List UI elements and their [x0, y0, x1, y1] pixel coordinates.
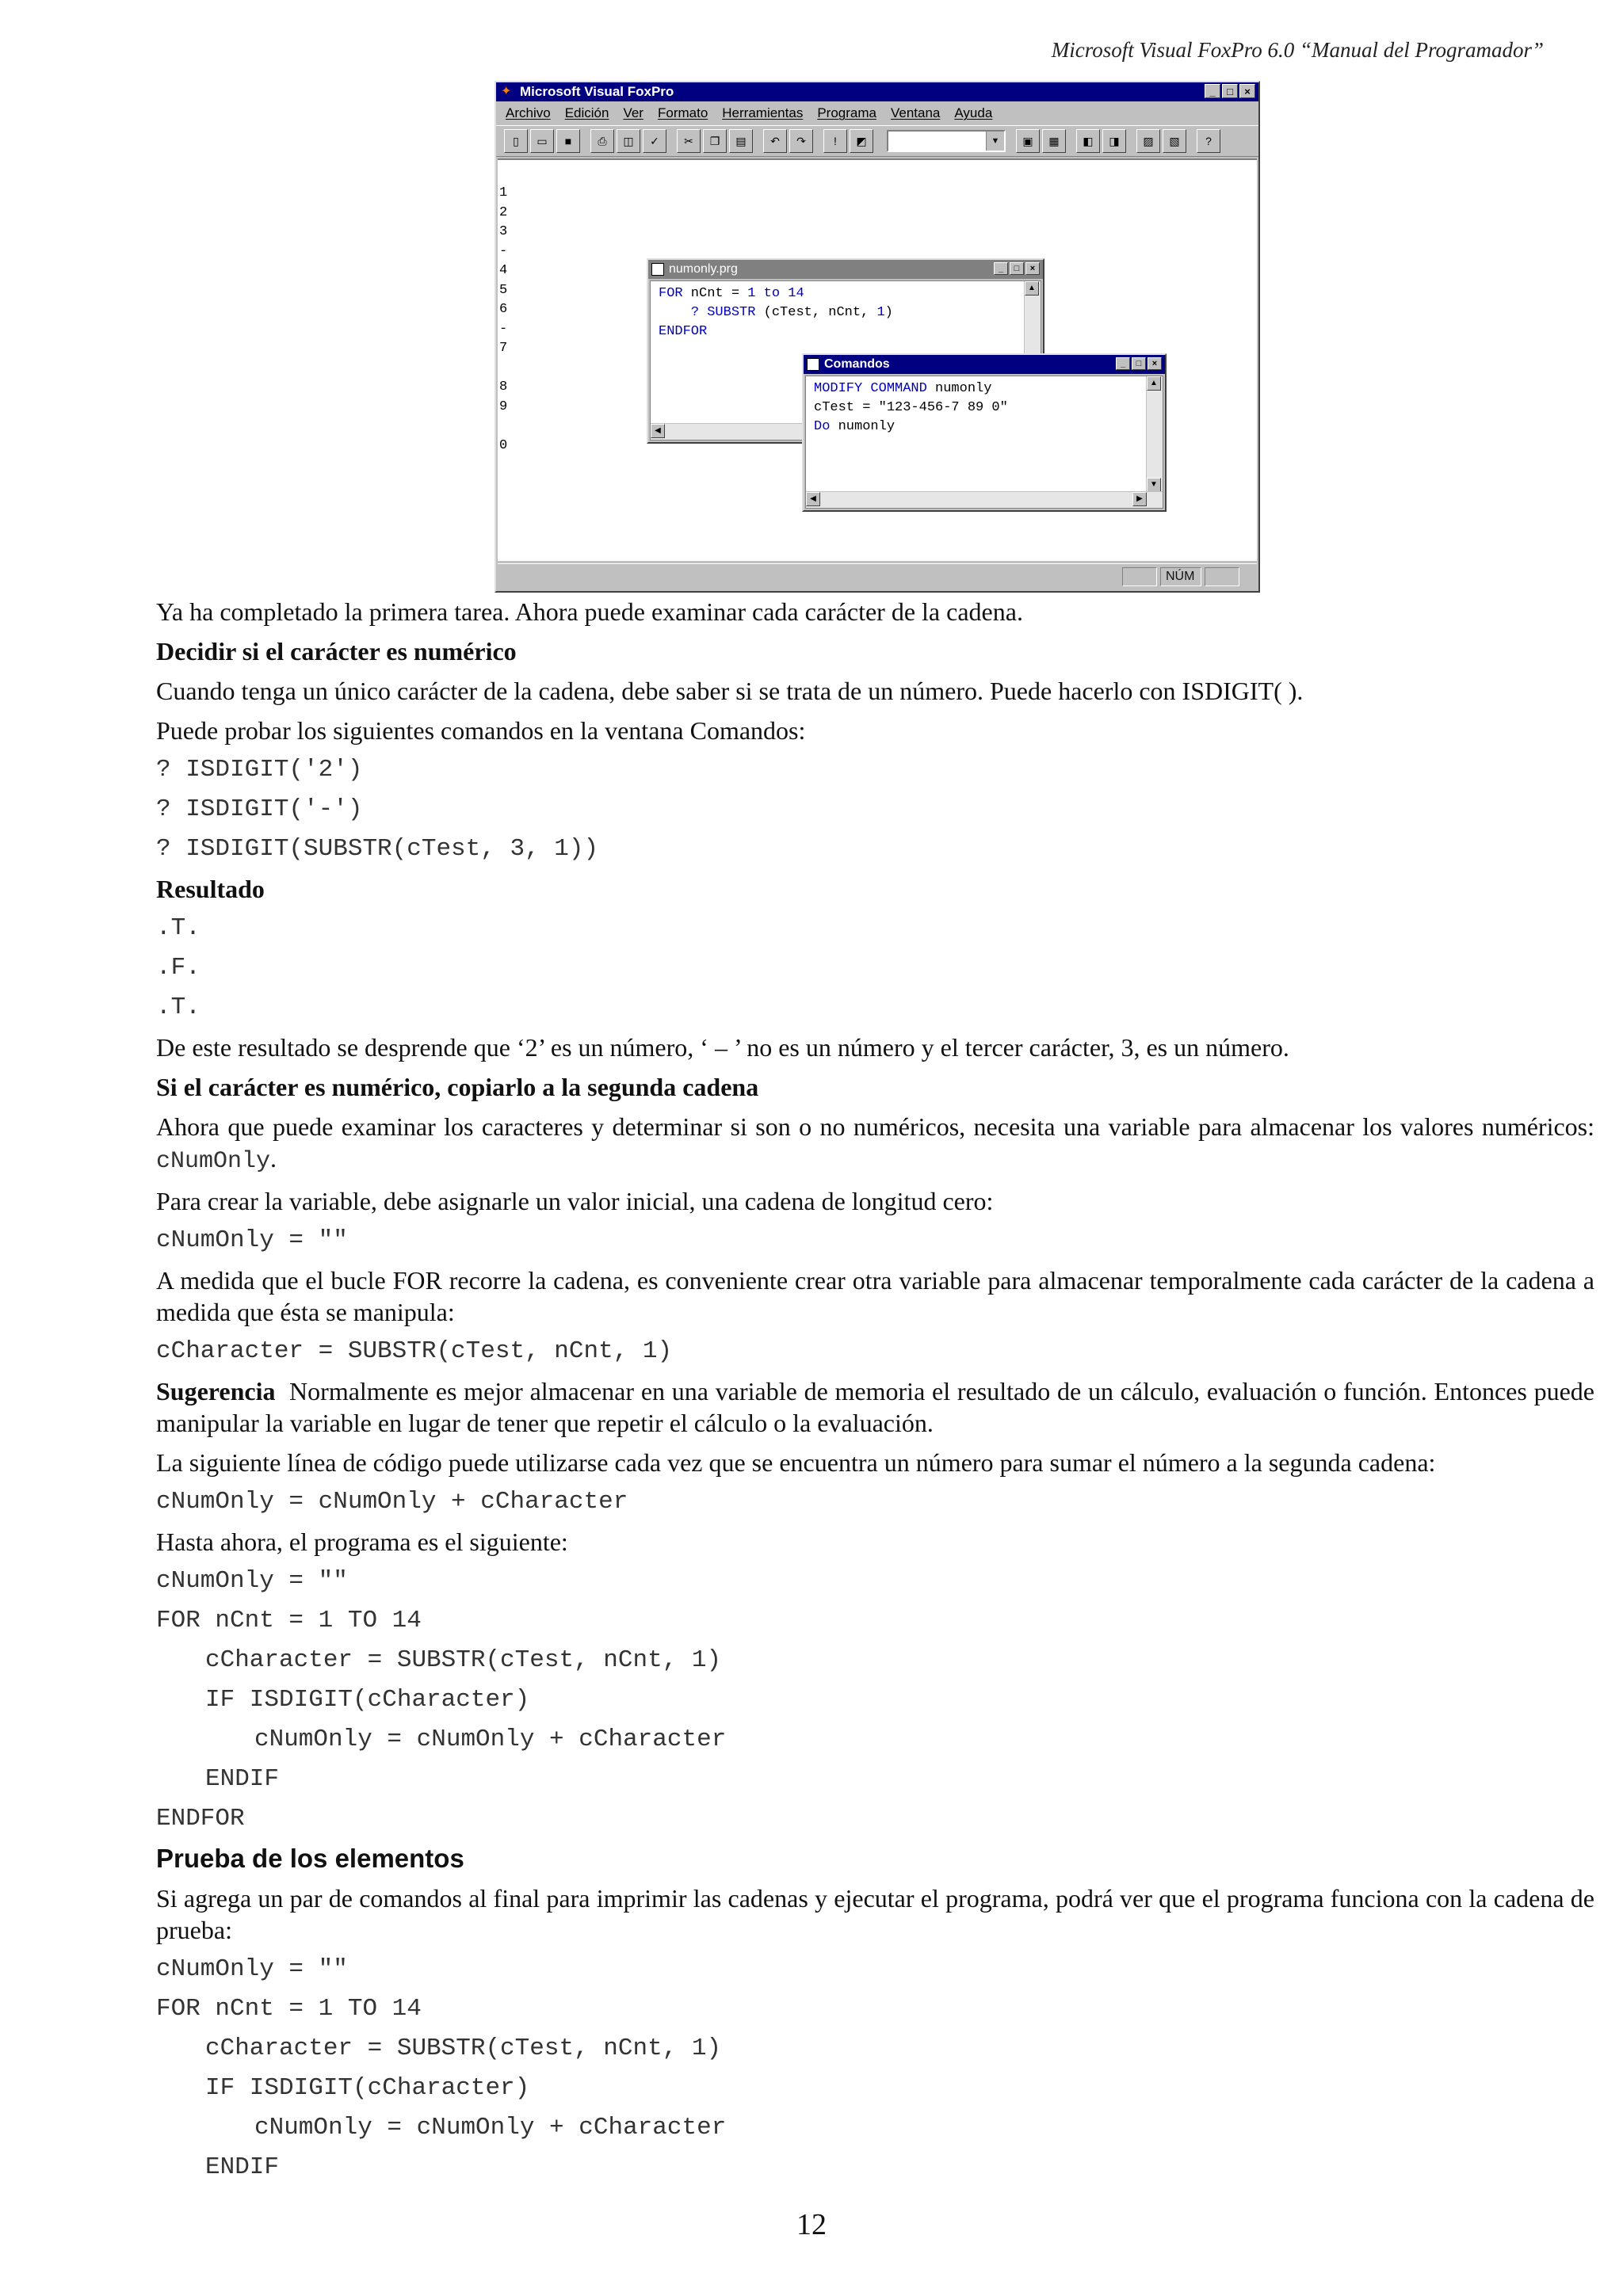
- code-line: ENDFOR: [659, 324, 708, 339]
- scroll-up-icon[interactable]: ▲: [1147, 376, 1161, 391]
- paragraph: Si agrega un par de comandos al final para imprimir las cadenas y ejecutar el programa, podrá ver que el programa funciona con la cadena de prueba:: [156, 1884, 1594, 1944]
- menu-programa[interactable]: Programa: [817, 105, 876, 120]
- vfp-screenshot: [495, 81, 1260, 593]
- output-line: 1: [499, 185, 508, 200]
- program-code: [659, 284, 893, 341]
- status-num: NÚM: [1160, 567, 1201, 586]
- scroll-left-icon[interactable]: ◀: [806, 492, 820, 506]
- menu-archivo[interactable]: Archivo: [506, 105, 551, 120]
- paragraph-text: Ahora que puede examinar los caracteres y determinar si son o no numéricos, necesita una variable para almacenar los valores numéricos:: [156, 1112, 1594, 1141]
- code-line: ? ISDIGIT('2'): [156, 756, 363, 784]
- help-icon[interactable]: ?: [1197, 129, 1220, 153]
- scroll-right-icon[interactable]: ▶: [1132, 492, 1147, 506]
- menu-herramientas[interactable]: Herramientas: [722, 105, 804, 120]
- code-line: ? ISDIGIT(SUBSTR(cTest, 3, 1)): [156, 835, 599, 863]
- scroll-down-icon[interactable]: ▼: [1147, 478, 1161, 492]
- code-line: .F.: [156, 954, 200, 982]
- run-icon[interactable]: !: [823, 129, 847, 153]
- paragraph: La siguiente línea de código puede utilizarse cada vez que se encuentra un número para sumar el número a la segunda cadena:: [156, 1448, 1436, 1477]
- output-line: 3: [499, 224, 508, 239]
- code-line: cNumOnly = "": [156, 1955, 348, 1983]
- output-line: [499, 417, 507, 437]
- paragraph: A medida que el bucle FOR recorre la cadena, es conveniente crear otra variable para almacenar temporalmente cada carácter de la cadena a medida que ésta se manipula:: [156, 1266, 1594, 1326]
- output-line: 5: [499, 282, 508, 298]
- menu-ver[interactable]: Ver: [623, 105, 643, 120]
- code-line: Do numonly: [814, 419, 896, 434]
- output-line: 0: [499, 437, 508, 453]
- code-line: ENDIF: [205, 2153, 280, 2181]
- output-line: 2: [499, 204, 508, 220]
- section-heading: Decidir si el carácter es numérico: [156, 637, 517, 666]
- modify-form-icon[interactable]: ◩: [850, 129, 873, 153]
- vfp-main-area: [498, 158, 1257, 561]
- code-line: ENDFOR: [156, 1805, 245, 1833]
- maximize-button[interactable]: □: [1222, 84, 1238, 98]
- paragraph: Para crear la variable, debe asignarle un valor inicial, una cadena de longitud cero:: [156, 1187, 994, 1215]
- paragraph: [156, 1111, 1594, 1177]
- print-icon[interactable]: ⎙: [590, 129, 614, 153]
- command-icon: [807, 358, 819, 371]
- status-blank: [1205, 567, 1239, 586]
- section-heading: Si el carácter es numérico, copiarlo a la segunda cadena: [156, 1073, 759, 1101]
- code-line: cCharacter = SUBSTR(cTest, nCnt, 1): [156, 1337, 673, 1365]
- vertical-scrollbar[interactable]: [1146, 376, 1163, 492]
- command-window-icon[interactable]: ▣: [1016, 129, 1040, 153]
- cut-icon[interactable]: ✂: [677, 129, 701, 153]
- output-line: 6: [499, 302, 508, 317]
- database-combo[interactable]: [887, 130, 1006, 152]
- code-line: IF ISDIGIT(cCharacter): [205, 2074, 530, 2102]
- foxpro-logo-icon: ✦: [501, 85, 512, 98]
- code-line: cNumOnly = "": [156, 1226, 348, 1254]
- copy-icon[interactable]: ❐: [703, 129, 727, 153]
- command-window-title: Comandos: [824, 357, 890, 371]
- code-line: FOR nCnt = 1 TO 14: [156, 1995, 422, 2023]
- code-line: cCharacter = SUBSTR(cTest, nCnt, 1): [205, 2035, 722, 2062]
- page-number: 12: [796, 2208, 827, 2241]
- menu-edicion[interactable]: Edición: [564, 105, 609, 120]
- running-header: Microsoft Visual FoxPro 6.0 “Manual del Programador”: [1051, 38, 1544, 62]
- spelling-icon[interactable]: ✓: [643, 129, 666, 153]
- code-line: .T.: [156, 994, 200, 1021]
- code-line: cNumOnly = "": [156, 1567, 348, 1595]
- command-editor[interactable]: [805, 376, 1163, 509]
- paragraph-text: .: [270, 1144, 277, 1173]
- close-button[interactable]: ×: [1148, 357, 1162, 370]
- code-line: cTest = "123-456-7 89 0": [814, 400, 1008, 415]
- autoreport-icon[interactable]: ▧: [1163, 129, 1186, 153]
- paragraph: Ya ha completado la primera tarea. Ahora puede examinar cada carácter de la cadena.: [156, 597, 1023, 626]
- tip-text: Normalmente es mejor almacenar en una variable de memoria el resultado de un cálculo, evaluación o función. Entonces puede manipular la variable en lugar de tener que repetir el cálculo o la evaluación.: [156, 1377, 1601, 1437]
- code-line: FOR nCnt = 1 to 14: [659, 286, 804, 301]
- paste-icon[interactable]: ▤: [729, 129, 753, 153]
- autoform-icon[interactable]: ▨: [1136, 129, 1160, 153]
- output-area: [499, 184, 507, 456]
- new-file-icon[interactable]: ▯: [504, 129, 528, 153]
- paragraph: De este resultado se desprende que ‘2’ es un número, ‘ – ’ no es un número y el tercer carácter, 3, es un número.: [156, 1033, 1289, 1062]
- horizontal-scrollbar[interactable]: [806, 491, 1163, 508]
- output-line: 4: [499, 263, 508, 278]
- tip-label: Sugerencia: [156, 1377, 276, 1405]
- form-wizard-icon[interactable]: ◧: [1076, 129, 1100, 153]
- code-line: IF ISDIGIT(cCharacter): [205, 1686, 530, 1714]
- paragraph: Puede probar los siguientes comandos en la ventana Comandos:: [156, 716, 806, 745]
- command-window-titlebar: [804, 355, 1165, 374]
- command-code: [814, 379, 1008, 437]
- menu-ayuda[interactable]: Ayuda: [954, 105, 993, 120]
- save-icon[interactable]: ■: [556, 129, 580, 153]
- code-line: cNumOnly = cNumOnly + cCharacter: [254, 1726, 727, 1753]
- maximize-button[interactable]: □: [1010, 262, 1024, 275]
- program-window-title: numonly.prg: [669, 262, 738, 276]
- report-wizard-icon[interactable]: ◨: [1102, 129, 1126, 153]
- output-line: 7: [499, 341, 508, 356]
- code-line: .T.: [156, 914, 200, 942]
- output-line: [499, 359, 507, 379]
- paragraph: Cuando tenga un único carácter de la cadena, debe saber si se trata de un número. Puede hacerlo con ISDIGIT( ).: [156, 677, 1304, 705]
- vfp-title: Microsoft Visual FoxPro: [520, 84, 674, 99]
- vfp-menubar: [496, 101, 1258, 125]
- vfp-toolbar: [496, 125, 1258, 157]
- menu-ventana[interactable]: Ventana: [890, 105, 941, 120]
- output-line: 8: [499, 379, 508, 395]
- tip-paragraph: [156, 1375, 1601, 1439]
- code-line: ? SUBSTR (cTest, nCnt, 1): [690, 305, 893, 320]
- document-body: [156, 596, 1601, 2191]
- code-line: ? ISDIGIT('-'): [156, 795, 363, 823]
- code-line: MODIFY COMMAND numonly: [814, 381, 992, 396]
- minimize-button[interactable]: _: [994, 262, 1008, 275]
- undo-icon[interactable]: ↶: [763, 129, 787, 153]
- scroll-up-icon[interactable]: ▲: [1025, 281, 1039, 296]
- document-icon: [651, 263, 664, 276]
- output-line: -: [499, 321, 508, 337]
- inline-code: cNumOnly: [156, 1148, 271, 1175]
- section-heading: Prueba de los elementos: [156, 1844, 464, 1873]
- code-line: cNumOnly = cNumOnly + cCharacter: [156, 1488, 628, 1516]
- minimize-button[interactable]: _: [1116, 357, 1130, 370]
- close-button[interactable]: ×: [1025, 262, 1040, 275]
- vfp-statusbar: [498, 563, 1257, 589]
- status-blank: [1122, 567, 1157, 586]
- code-line: FOR nCnt = 1 TO 14: [156, 1607, 422, 1634]
- minimize-button[interactable]: _: [1205, 84, 1220, 98]
- command-window[interactable]: [802, 353, 1167, 512]
- output-line: -: [499, 243, 508, 259]
- section-heading: Resultado: [156, 875, 265, 903]
- close-button[interactable]: ×: [1239, 84, 1255, 98]
- vfp-titlebar: [496, 82, 1258, 101]
- output-line: 9: [499, 399, 508, 414]
- data-session-icon[interactable]: ▦: [1042, 129, 1066, 153]
- redo-icon[interactable]: ↷: [789, 129, 813, 153]
- menu-formato[interactable]: Formato: [657, 105, 708, 120]
- paragraph: Hasta ahora, el programa es el siguiente:: [156, 1527, 568, 1556]
- open-folder-icon[interactable]: ▭: [530, 129, 554, 153]
- code-line: cNumOnly = cNumOnly + cCharacter: [254, 2114, 727, 2142]
- print-preview-icon[interactable]: ◫: [617, 129, 640, 153]
- code-line: ENDIF: [205, 1765, 280, 1793]
- code-line: cCharacter = SUBSTR(cTest, nCnt, 1): [205, 1646, 722, 1674]
- scroll-left-icon[interactable]: ◀: [651, 424, 665, 438]
- maximize-button[interactable]: □: [1132, 357, 1146, 370]
- program-window-titlebar: [648, 260, 1043, 279]
